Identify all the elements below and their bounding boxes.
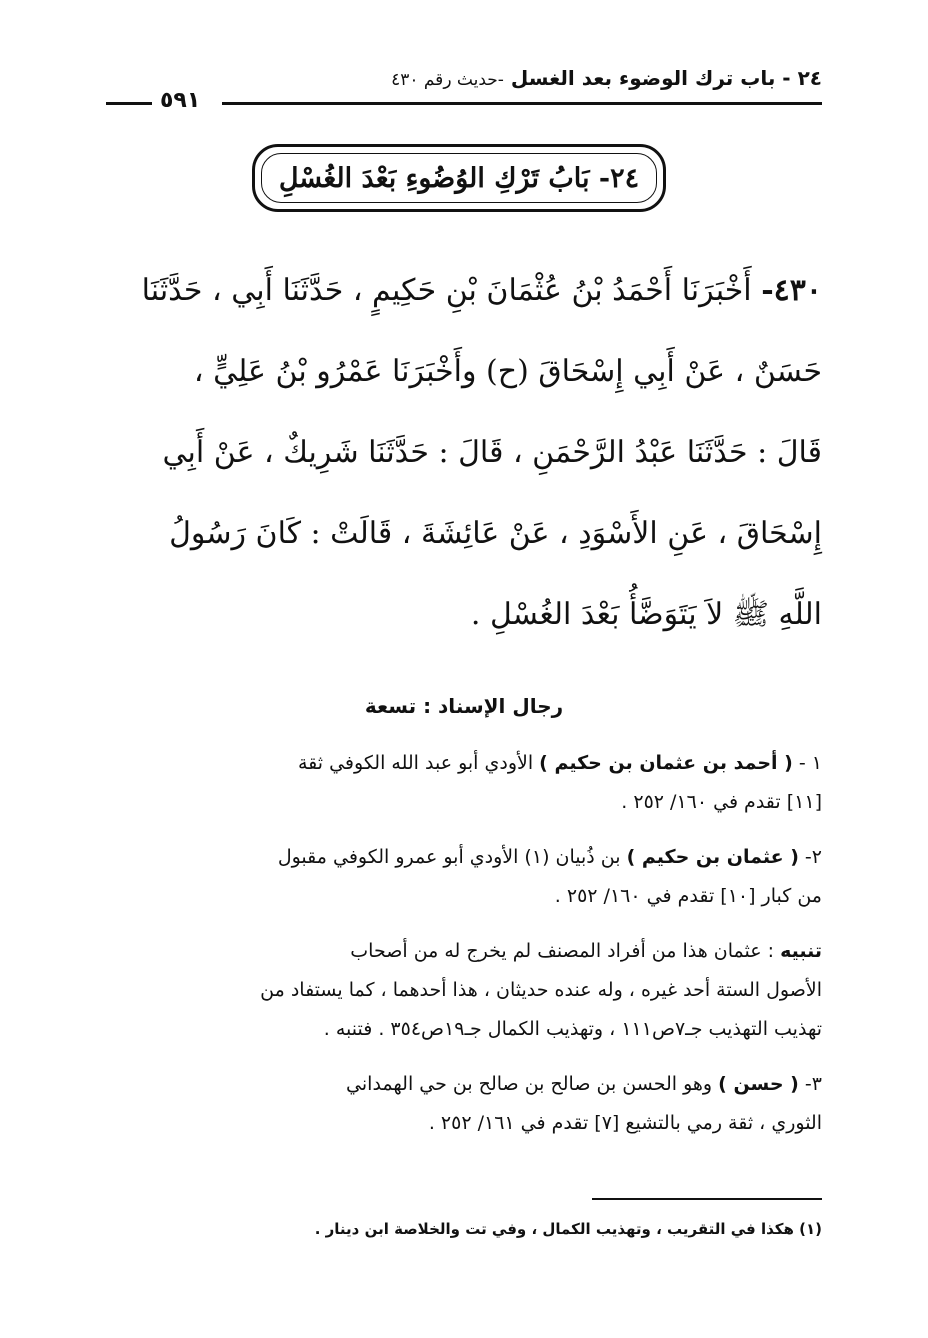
note-line bbox=[106, 932, 822, 971]
narrator-entry bbox=[106, 838, 822, 916]
narrator-line: من كبار [١٠] تقدم في ١٦٠/ ٢٥٢ . bbox=[554, 885, 822, 907]
hadith-line bbox=[106, 250, 822, 331]
narrator-line: [١١] تقدم في ١٦٠/ ٢٥٢ . bbox=[621, 791, 822, 813]
header-rule-left bbox=[106, 102, 152, 105]
narrator-line bbox=[106, 744, 822, 783]
narrator-prefix: ٣- bbox=[798, 1073, 822, 1095]
hadith-line: قَالَ : حَدَّثَنَا عَبْدُ الرَّحْمَنِ ، قَالَ : حَدَّثَنَا شَرِيكٌ ، عَنْ أَبِي bbox=[162, 435, 822, 470]
running-head bbox=[106, 66, 822, 122]
narrators-heading: رجال الإسناد : تسعة bbox=[364, 694, 564, 718]
running-title bbox=[391, 66, 822, 90]
hadith-number: ٤٣٠- bbox=[761, 273, 822, 308]
footnote-rule bbox=[592, 1198, 822, 1200]
narrator-prefix: ١ - bbox=[792, 752, 822, 774]
narrator-name: ( عثمان بن حكيم ) bbox=[626, 846, 799, 868]
narrator-name: ( أحمد بن عثمان بن حكيم ) bbox=[539, 752, 793, 774]
page-number: ٥٩١ bbox=[150, 88, 210, 113]
footnote: (١) هكذا في التقريب ، وتهذيب الكمال ، وفي تت والخلاصة ابن دينار . bbox=[314, 1220, 822, 1238]
chapter-title-frame bbox=[252, 144, 666, 212]
hadith-line: اللَّهِ ﷺ لاَ يَتَوَضَّأُ بَعْدَ الغُسْلِ . bbox=[470, 597, 822, 632]
hadith-text bbox=[106, 250, 822, 655]
narrator-line bbox=[106, 1065, 822, 1104]
narrator-text: وهو الحسن بن صالح بن صالح بن حي الهمداني bbox=[346, 1073, 719, 1095]
narrator-line: الثوري ، ثقة رمي بالتشيع [٧] تقدم في ١٦١/ ٢٥٢ . bbox=[428, 1112, 822, 1134]
header-rule bbox=[222, 102, 822, 105]
note-line: الأصول الستة أحد غيره ، وله عنده حديثان ، هذا أحدهما ، كما يستفاد من bbox=[260, 979, 822, 1001]
running-hadith-ref: -حديث رقم ٤٣٠ bbox=[391, 70, 504, 90]
narrator-name: ( حسن ) bbox=[718, 1073, 799, 1095]
hadith-line: إِسْحَاقَ ، عَنِ الأَسْوَدِ ، عَنْ عَائِشَةَ ، قَالَتْ : كَانَ رَسُولُ bbox=[169, 516, 822, 551]
narrator-entry bbox=[106, 744, 822, 822]
narrator-text: الأودي أبو عبد الله الكوفي ثقة bbox=[297, 752, 540, 774]
hadith-line: حَسَنٌ ، عَنْ أَبِي إِسْحَاقَ (ح) وأَخْبَرَنَا عَمْرُو بْنُ عَلِيٍّ ، bbox=[193, 354, 822, 389]
chapter-title: ٢٤- بَابُ تَرْكِ الوُضُوءِ بَعْدَ الغُسْلِ bbox=[261, 153, 657, 203]
note-line: تهذيب التهذيب جـ٧ص١١١ ، وتهذيب الكمال جـ١٩ص٣٥٤ . فتنبه . bbox=[323, 1018, 822, 1040]
narrators-list bbox=[106, 744, 822, 1159]
narrator-prefix: ٢- bbox=[798, 846, 822, 868]
narrator-line bbox=[106, 838, 822, 877]
note-entry bbox=[106, 932, 822, 1049]
note-text: : عثمان هذا من أفراد المصنف لم يخرج له من أصحاب bbox=[350, 940, 781, 962]
hadith-line-text: أَخْبَرَنَا أَحْمَدُ بْنُ عُثْمَانَ بْنِ حَكِيمٍ ، حَدَّثَنَا أَبِي ، حَدَّثَنَا bbox=[141, 273, 752, 308]
running-chapter: ٢٤ - باب ترك الوضوء بعد الغسل bbox=[510, 66, 822, 90]
narrator-entry bbox=[106, 1065, 822, 1143]
narrator-text: بن ذُبيان (١) الأودي أبو عمرو الكوفي مقبول bbox=[277, 846, 627, 868]
note-label: تنبيه bbox=[780, 940, 822, 962]
